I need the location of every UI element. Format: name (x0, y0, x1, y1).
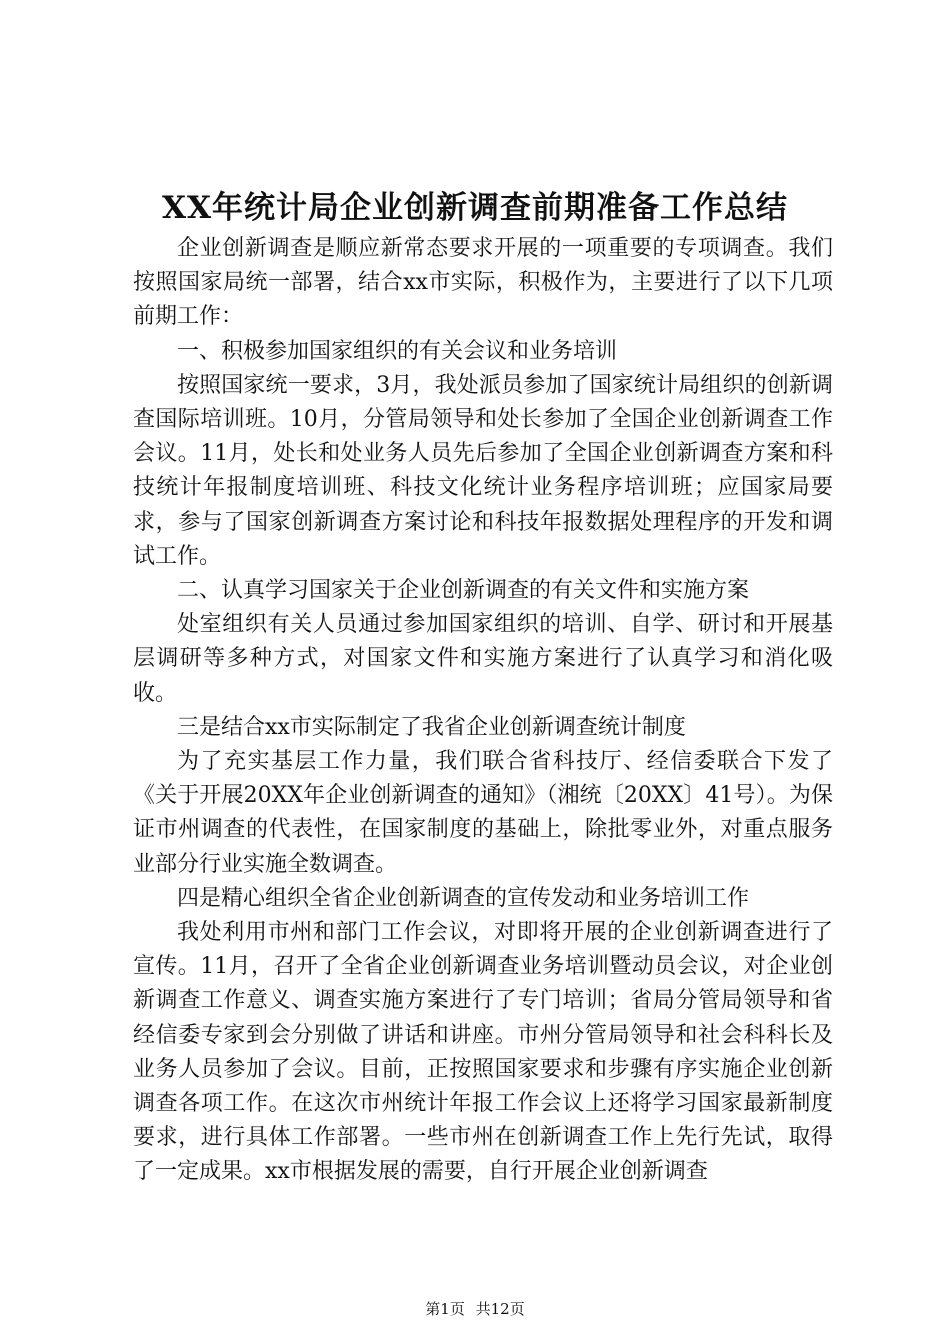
section-heading-3: 三是结合xx市实际制定了我省企业创新调查统计制度 (177, 714, 686, 740)
paragraph-publicity: 我处利用市州和部门工作会议，对即将开展的企业创新调查进行了宣传。11月，召开了全省企业创新调查业务培训暨动员会议，对企业创新调查工作意义、调查实施方案进行了专门培训；省局分管局领导和省经信委专家到会分别做了讲话和讲座。市州分管局领导和社会科科长及业务人员参加了会议。目前，正按照国家要求和步骤有序实施企业创新调查各项工作。在这次市州统计年报工作会议上还将学习国家最新制度要求，进行具体工作部署。一些市州在创新调查工作上先行先试，取得了一定成果。xx市根据发展的需要，自行开展企业创新调查 (133, 920, 833, 1185)
paragraph-system: 为了充实基层工作力量，我们联合省科技厅、经信委联合下发了《关于开展20XX年企业创新调查的通知》（湘统〔20XX〕41号）。为保证市州调查的代表性，在国家制度的基础上，除批零业外，对重点服务业部分行业实施全数调查。 (133, 749, 833, 877)
document-title: XX年统计局企业创新调查前期准备工作总结 (161, 190, 789, 226)
page-number: 第1页 (425, 1300, 465, 1318)
document-body (133, 232, 833, 1190)
paragraph-training: 按照国家统一要求，3月，我处派员参加了国家统计局组织的创新调查国际培训班。10月，分管局领导和处长参加了全国企业创新调查工作会议。11月，处长和处业务人员先后参加了全国企业创新调查方案和科技统计年报制度培训班、科技文化统计业务程序培训班；应国家局要求，参与了国家创新调查方案讨论和科技年报数据处理程序的开发和调试工作。 (133, 372, 833, 569)
section-heading-1: 一、积极参加国家组织的有关会议和业务培训 (177, 338, 618, 364)
page-total: 共12页 (475, 1300, 525, 1318)
section-heading-2: 二、认真学习国家关于企业创新调查的有关文件和实施方案 (177, 578, 750, 604)
paragraph-study: 处室组织有关人员通过参加国家组织的培训、自学、研讨和开展基层调研等多种方式，对国家文件和实施方案进行了认真学习和消化吸收。 (133, 612, 833, 706)
page-footer (0, 1298, 950, 1319)
paragraph-intro: 企业创新调查是顺应新常态要求开展的一项重要的专项调查。我们按照国家局统一部署，结合xx市实际，积极作为，主要进行了以下几项前期工作： (133, 236, 833, 330)
section-heading-4: 四是精心组织全省企业创新调查的宣传发动和业务培训工作 (177, 885, 750, 911)
